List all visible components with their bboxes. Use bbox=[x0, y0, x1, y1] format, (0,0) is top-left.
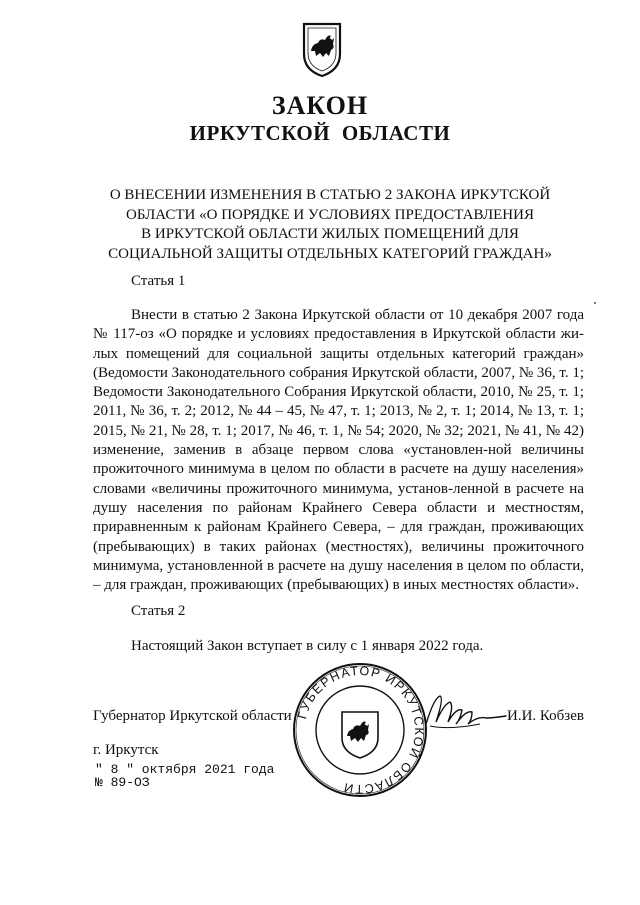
article-2-text: Настоящий Закон вступает в силу с 1 января 2022 года. bbox=[131, 638, 484, 654]
law-name-line: О ВНЕСЕНИИ ИЗМЕНЕНИЯ В СТАТЬЮ 2 ЗАКОНА ИРКУТСКОЙ bbox=[109, 187, 551, 203]
signing-date: " 8 " октября 2021 года bbox=[95, 762, 275, 777]
governor-position: Губернатор Иркутской области bbox=[93, 708, 292, 724]
seal-text: ГУБЕРНАТОР ИРКУТСКОЙ ОБЛАСТИ bbox=[295, 663, 427, 797]
law-number: № 89-ОЗ bbox=[95, 775, 150, 790]
document-subtitle: ИРКУТСКОЙ ОБЛАСТИ bbox=[189, 121, 451, 145]
law-name-line: СОЦИАЛЬНОЙ ЗАЩИТЫ ОТДЕЛЬНЫХ КАТЕГОРИЙ ГРАЖДАН» bbox=[108, 245, 552, 262]
law-name-line: В ИРКУТСКОЙ ОБЛАСТИ ЖИЛЫХ ПОМЕЩЕНИЙ ДЛЯ bbox=[141, 226, 519, 242]
margin-dot bbox=[594, 302, 596, 304]
document-title: ЗАКОН bbox=[271, 91, 369, 120]
article-1-heading: Статья 1 bbox=[131, 273, 186, 289]
article-1-text: Внести в статью 2 Закона Иркутской области от 10 декабря 2007 года № 117-оз «О порядке и условиях предоставления в Иркутской области жи-лых помещений для социальной защиты отдельных категорий граждан» (Ведомости Законодательного собрания Иркутской области, 2007, № 36, т. 1; Ведомости Законодательного Собрания Иркутской области, 2010, № 25, т. 1; 2011, № 36, т. 2; 2012, № 44 – 45, № 47, т. 1; 2013, № 2, т. 1; 2014, № 13, т. 1; 2015, № 21, № 28, т. 1; 2017, № 46, т. 1, № 54; 2020, № 32; 2021, № 41, № 42) изменение, заменив в абзаце первом слова «установлен-ной величины прожиточного минимума в целом по области в расчете на душу населения» словами «величины прожиточного минимума, установ-ленной в расчете на душу населения по районам Крайнего Севера области и местностям, приравненным к районам Крайнего Севера, – для граждан, проживающих (пребывающих) в таких районах (местностях), величины прожиточного минимума, установленной в расчете на душу населения в целом по области, – для граждан, проживающих (пребывающих) в иных местностях области». bbox=[93, 307, 585, 594]
law-name bbox=[100, 186, 560, 264]
article-2-heading: Статья 2 bbox=[131, 603, 186, 619]
law-name-line: ОБЛАСТИ «О ПОРЯДКЕ И УСЛОВИЯХ ПРЕДОСТАВЛЕНИЯ bbox=[126, 206, 534, 223]
governor-seal-icon bbox=[290, 660, 430, 800]
signing-city: г. Иркутск bbox=[93, 742, 159, 758]
governor-name: И.И. Кобзев bbox=[507, 708, 584, 724]
handwritten-signature bbox=[420, 688, 510, 738]
coat-of-arms-icon bbox=[298, 20, 346, 78]
